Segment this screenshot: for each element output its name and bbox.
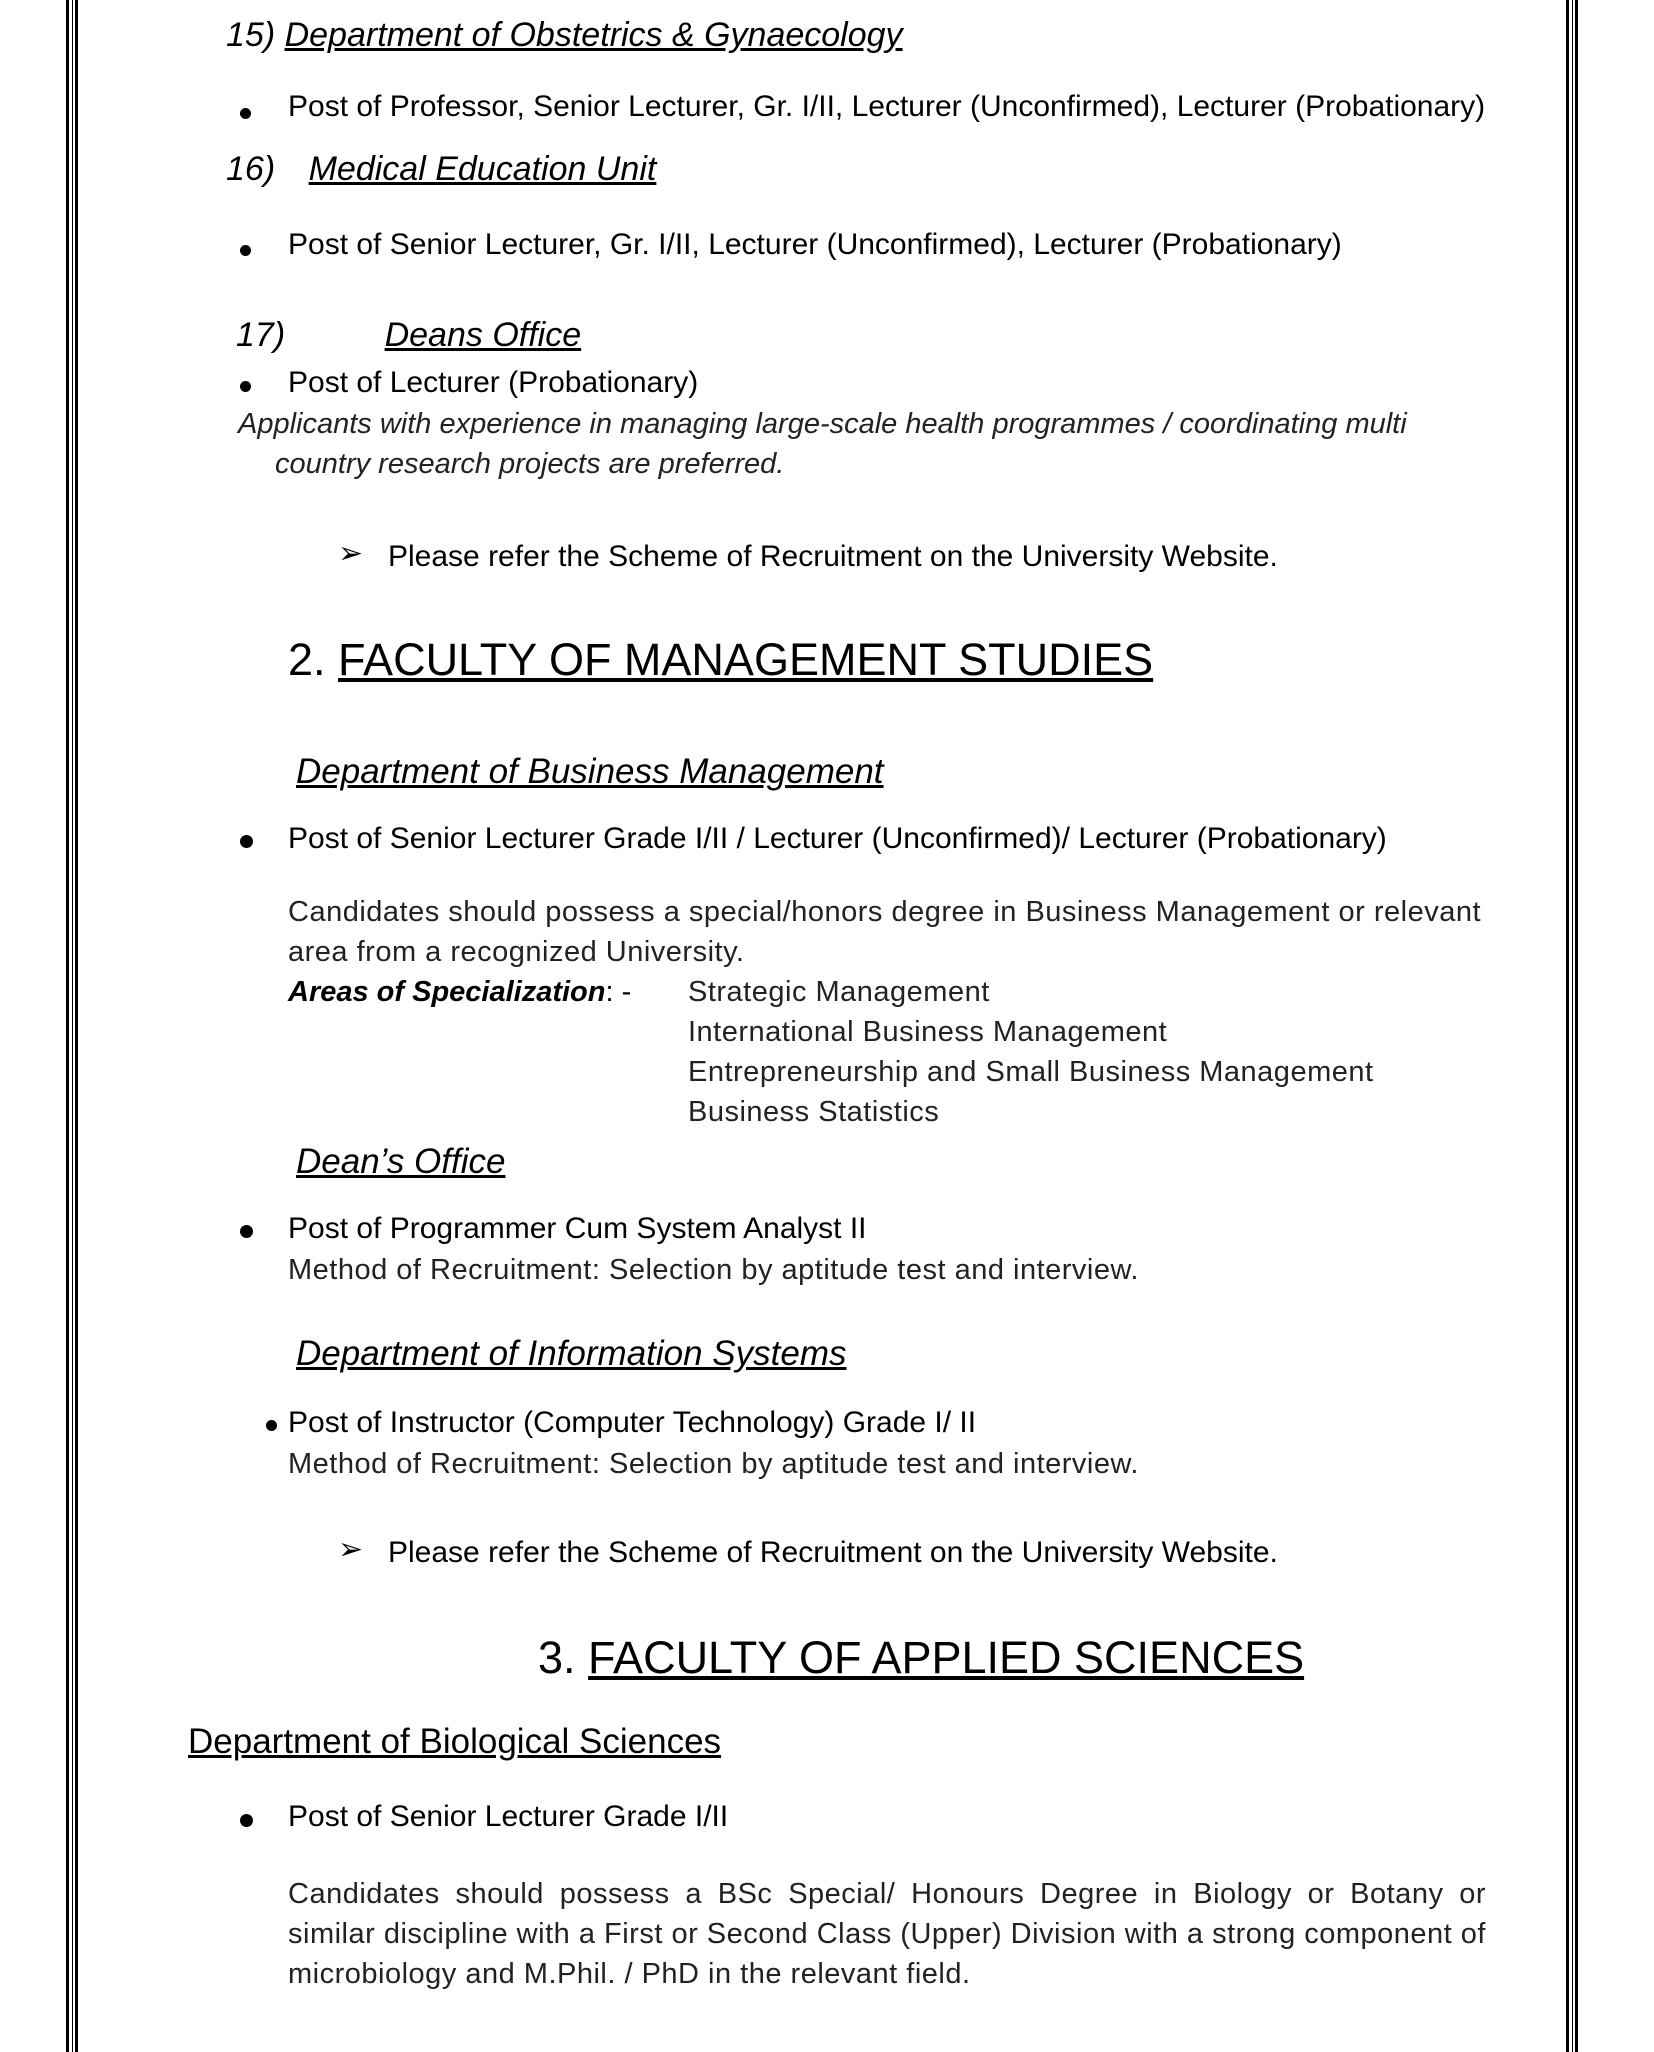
section-15-number: 15) — [226, 16, 276, 54]
spec-item: Business Statistics — [688, 1096, 940, 1128]
section-15-post: Post of Professor, Senior Lecturer, Gr. I/II, Lecturer (Unconfirmed), Lecturer (Probationary) — [288, 90, 1486, 123]
spec-label-row — [288, 976, 631, 1009]
arrow-bullet-icon: ➢ — [338, 1532, 364, 1567]
info-systems-post: Post of Instructor (Computer Technology) Grade I/ II — [288, 1406, 977, 1439]
business-desc-line1: Candidates should possess a special/honors degree in Business Management or relevant — [288, 896, 1482, 928]
bullet-icon — [240, 245, 251, 256]
section-17-title: Deans Office — [384, 316, 582, 354]
bio-post: Post of Senior Lecturer Grade I/II — [288, 1800, 729, 1833]
section-15-heading — [226, 16, 903, 55]
deans-office-title: Dean’s Office — [296, 1142, 506, 1181]
section-17-post: Post of Lecturer (Probationary) — [288, 366, 699, 399]
section-16-post: Post of Senior Lecturer, Gr. I/II, Lecturer (Unconfirmed), Lecturer (Probationary) — [288, 228, 1342, 261]
spec-label: Areas of Specialization — [288, 976, 606, 1008]
business-dept-title: Department of Business Management — [296, 752, 884, 791]
section-16-number: 16) — [226, 150, 276, 188]
faculty-2-heading — [288, 634, 1153, 686]
faculty-3-title: FACULTY OF APPLIED SCIENCES — [588, 1632, 1305, 1683]
business-post: Post of Senior Lecturer Grade I/II / Lecturer (Unconfirmed)/ Lecturer (Probationary) — [288, 822, 1387, 855]
section-16-heading — [226, 150, 656, 189]
section-17-note-line1: Applicants with experience in managing large-scale health programmes / coordinating multi — [238, 408, 1407, 440]
info-systems-method: Method of Recruitment: Selection by aptitude test and interview. — [288, 1448, 1139, 1480]
refer-note-1: Please refer the Scheme of Recruitment on the University Website. — [388, 540, 1278, 573]
info-systems-title: Department of Information Systems — [296, 1334, 847, 1373]
spec-separator: : - — [605, 976, 632, 1008]
faculty-3-number: 3. — [538, 1632, 576, 1683]
spec-item: International Business Management — [688, 1016, 1168, 1048]
faculty-2-number: 2. — [288, 634, 326, 685]
spec-item: Entrepreneurship and Small Business Management — [688, 1056, 1374, 1088]
section-17-note-line2: country research projects are preferred. — [275, 448, 785, 480]
bullet-icon — [240, 1225, 253, 1238]
business-desc-line2: area from a recognized University. — [288, 936, 745, 968]
section-17-heading — [236, 316, 581, 355]
deans-office-post: Post of Programmer Cum System Analyst II — [288, 1212, 867, 1245]
section-15-title: Department of Obstetrics & Gynaecology — [284, 16, 903, 54]
refer-note-2: Please refer the Scheme of Recruitment on the University Website. — [388, 1536, 1278, 1569]
bullet-icon — [240, 835, 253, 848]
section-16-title: Medical Education Unit — [308, 150, 657, 188]
bullet-icon — [240, 108, 251, 119]
spec-item: Strategic Management — [688, 976, 990, 1008]
bio-dept-title: Department of Biological Sciences — [188, 1722, 722, 1761]
bullet-icon — [240, 1814, 253, 1827]
faculty-2-title: FACULTY OF MANAGEMENT STUDIES — [338, 634, 1154, 685]
bio-desc: Candidates should possess a BSc Special/ Honours Degree in Biology or Botany or similar discipline with a First or Second Class (Upper) Division with a strong component of microbiology and M.Phil. / PhD in the relevant field. — [288, 1878, 1486, 1990]
arrow-bullet-icon: ➢ — [338, 536, 364, 571]
bullet-icon — [266, 1420, 277, 1431]
deans-office-method: Method of Recruitment: Selection by aptitude test and interview. — [288, 1254, 1139, 1286]
bullet-icon — [240, 381, 251, 392]
faculty-3-heading — [538, 1632, 1304, 1684]
section-17-number: 17) — [236, 316, 286, 354]
